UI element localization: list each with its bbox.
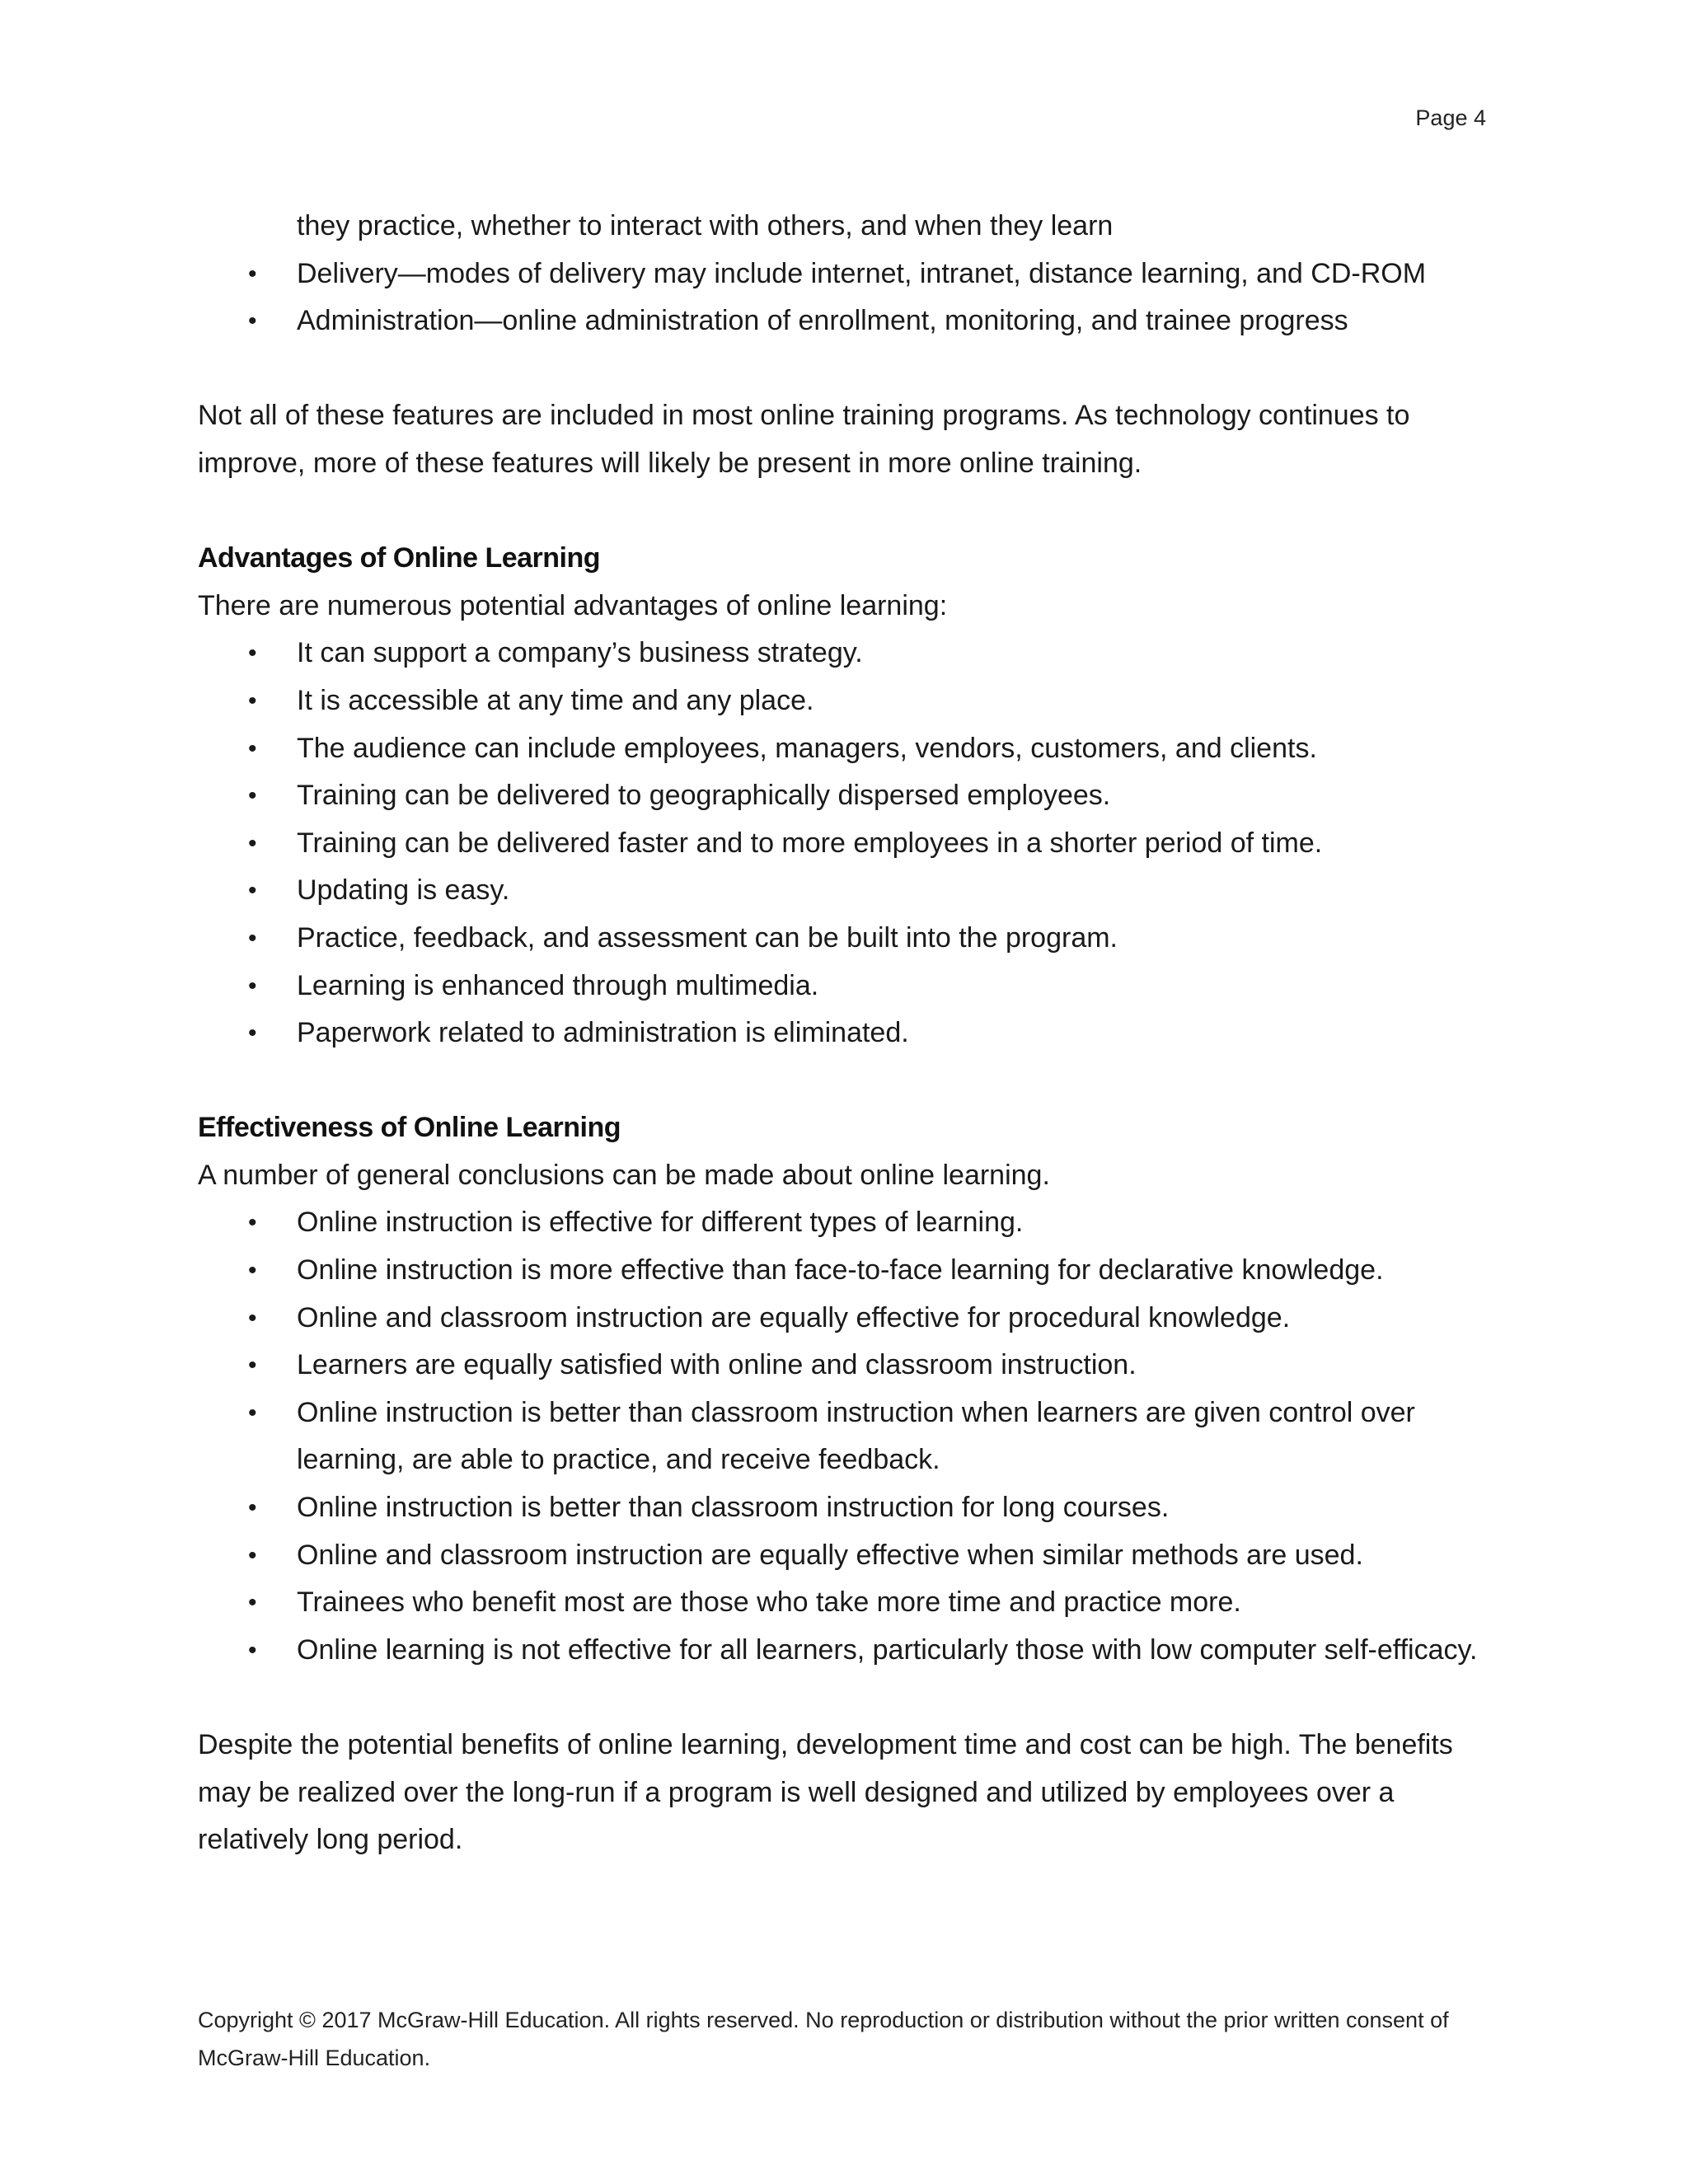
list-item-text: Administration—online administration of enrollment, monitoring, and trainee progress (297, 305, 1348, 337)
bullet-icon: • (248, 1589, 257, 1617)
bullet-icon: • (248, 1399, 257, 1427)
list-item (198, 772, 1484, 820)
bullet-icon: • (248, 1352, 257, 1380)
list-item-text: Training can be delivered faster and to more employees in a shorter period of time. (297, 827, 1323, 859)
list-item-text: Online and classroom instruction are equally effective when similar methods are used. (297, 1539, 1363, 1571)
list-item-text: Online instruction is better than classroom instruction when learners are given control over learning, are able to practice, and receive feedback. (297, 1396, 1415, 1476)
bullet-icon: • (248, 1209, 257, 1237)
list-item-text: Paperwork related to administration is eliminated. (297, 1017, 909, 1049)
list-item (198, 820, 1484, 868)
list-item-text: Trainees who benefit most are those who take more time and practice more. (297, 1586, 1241, 1619)
effectiveness-intro: A number of general conclusions can be made about online learning. (198, 1159, 1050, 1191)
list-item (198, 1199, 1484, 1247)
copyright-footer: Copyright © 2017 McGraw-Hill Education. All rights reserved. No reproduction or distribution without the prior written consent of McGraw-Hill Education. (198, 2008, 1449, 2070)
list-item-text: Learners are equally satisfied with online and classroom instruction. (297, 1349, 1137, 1381)
bullet-icon: • (248, 1019, 257, 1047)
bullet-icon: • (248, 1636, 257, 1664)
advantages-list (198, 630, 1484, 1057)
bullet-icon: • (248, 972, 257, 1000)
bullet-icon: • (248, 924, 257, 952)
bullet-icon: • (248, 1304, 257, 1332)
page-number: Page 4 (1415, 105, 1486, 130)
list-item-text: Delivery—modes of delivery may include internet, intranet, distance learning, and CD-ROM (297, 257, 1427, 289)
list-item (198, 963, 1484, 1010)
spacer (198, 488, 1484, 536)
list-item (198, 915, 1484, 963)
list-item (198, 251, 1484, 298)
list-item-text: Updating is easy. (297, 874, 510, 907)
list-item (198, 1390, 1484, 1484)
list-item (198, 1532, 1484, 1580)
spacer (198, 1674, 1484, 1722)
bullet-icon: • (248, 782, 257, 810)
list-item (198, 1627, 1484, 1675)
list-item-text: Online instruction is more effective than face-to-face learning for declarative knowledge. (297, 1254, 1384, 1286)
list-item-text: Online and classroom instruction are equally effective for procedural knowledge. (297, 1301, 1291, 1333)
list-item (198, 1295, 1484, 1343)
advantages-heading: Advantages of Online Learning (198, 542, 601, 574)
bullet-icon: • (248, 307, 257, 335)
list-item (198, 298, 1484, 345)
list-item-text: Online instruction is better than classroom instruction for long courses. (297, 1492, 1170, 1524)
list-item (198, 1484, 1484, 1532)
bullet-icon: • (248, 1257, 257, 1285)
list-item-text: It is accessible at any time and any place. (297, 684, 814, 716)
bullet-icon: • (248, 829, 257, 857)
continued-list-item: they practice, whether to interact with others, and when they learn (297, 210, 1114, 241)
list-item (198, 725, 1484, 773)
list-item-text: Online instruction is effective for different types of learning. (297, 1207, 1024, 1239)
list-item-text: Learning is enhanced through multimedia. (297, 969, 819, 1001)
bullet-icon: • (248, 1541, 257, 1569)
bullet-icon: • (248, 877, 257, 905)
list-item (198, 1247, 1484, 1295)
closing-paragraph: Despite the potential benefits of online learning, development time and cost can be high. The benefits may be realized over the long-run if a program is well designed and utilized by employees over a relatively long period. (198, 1729, 1453, 1856)
list-item (198, 630, 1484, 677)
list-item (198, 867, 1484, 915)
bullet-icon: • (248, 687, 257, 715)
list-item-text: It can support a company’s business strategy. (297, 637, 863, 669)
spacer (198, 1057, 1484, 1105)
list-item (198, 1010, 1484, 1057)
page-body (198, 203, 1484, 1864)
list-item (198, 1579, 1484, 1627)
list-item-text: Training can be delivered to geographically dispersed employees. (297, 780, 1111, 812)
list-item-text: Online learning is not effective for all learners, particularly those with low computer self-efficacy. (297, 1633, 1478, 1666)
effectiveness-list (198, 1199, 1484, 1674)
spacer (198, 345, 1484, 393)
bullet-icon: • (248, 734, 257, 762)
list-item (198, 677, 1484, 725)
list-item-text: Practice, feedback, and assessment can be built into the program. (297, 921, 1118, 954)
list-item-text: The audience can include employees, managers, vendors, customers, and clients. (297, 732, 1317, 764)
features-paragraph: Not all of these features are included in most online training programs. As technology continues to improve, more of these features will likely be present in more online training. (198, 400, 1410, 479)
effectiveness-heading: Effectiveness of Online Learning (198, 1112, 621, 1144)
advantages-intro: There are numerous potential advantages of online learning: (198, 589, 948, 621)
feature-list (198, 251, 1484, 345)
bullet-icon: • (248, 1494, 257, 1522)
bullet-icon: • (248, 640, 257, 668)
bullet-icon: • (248, 260, 257, 288)
list-item (198, 1342, 1484, 1390)
